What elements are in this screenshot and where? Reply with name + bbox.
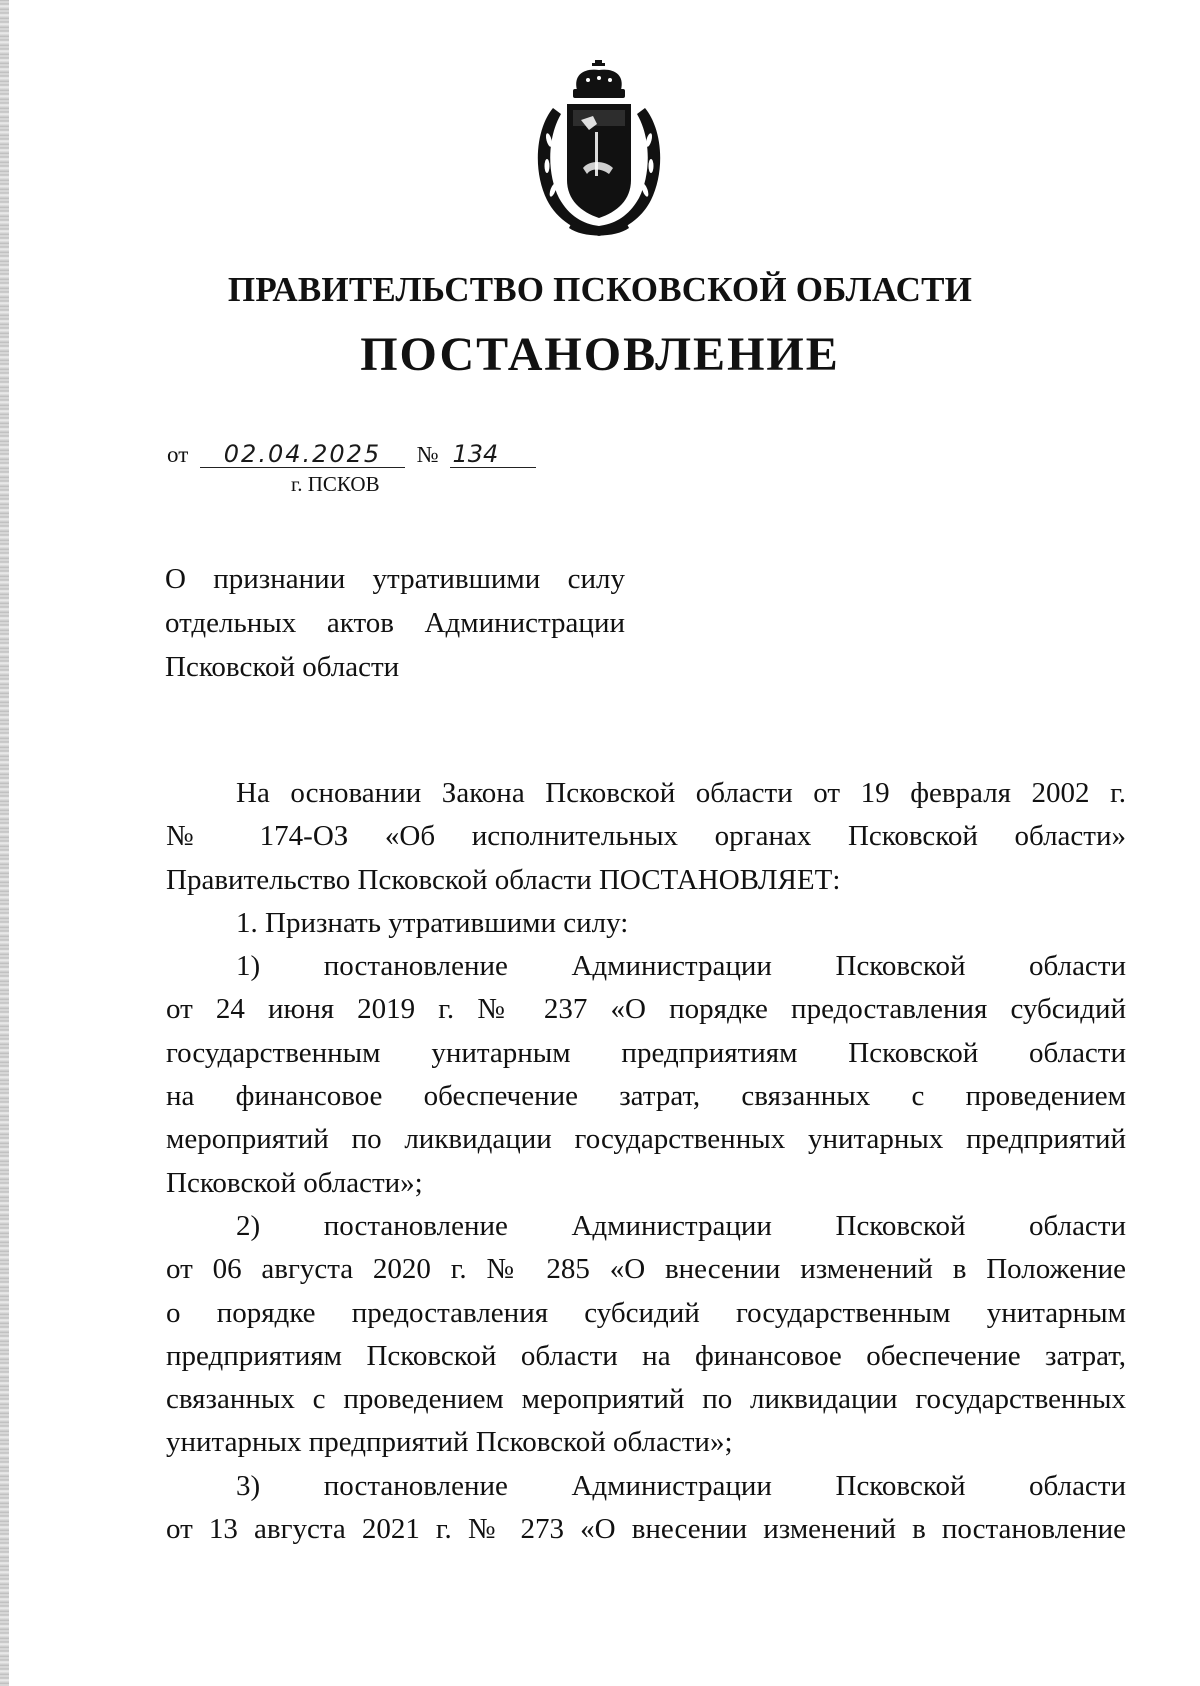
coat-of-arms-icon [533, 60, 665, 240]
body-line: 1. Признать утратившими силу: [236, 906, 629, 939]
body-line: 2) постановление Администрации Псковской области [236, 1209, 1126, 1242]
body-line: от 13 августа 2021 г. № 273 «О внесении изменений в постановление [166, 1513, 1126, 1546]
body-line: государственным унитарным предприятиям Псковской области [166, 1036, 1126, 1069]
document-date: 02.04.2025 [200, 441, 405, 468]
subject-line: Псковской области [165, 651, 400, 683]
body-line: мероприятий по ликвидации государственных унитарных предприятий [166, 1123, 1126, 1156]
body-line: Правительство Псковской области ПОСТАНОВЛЯЕТ: [166, 863, 841, 896]
number-prefix: № [416, 442, 439, 467]
subject-line: О признании утратившими силу [165, 563, 625, 595]
government-title: ПРАВИТЕЛЬСТВО ПСКОВСКОЙ ОБЛАСТИ [227, 270, 973, 309]
body-line: 3) постановление Администрации Псковской области [236, 1469, 1126, 1502]
document-body [166, 772, 1126, 1551]
document-number: 134 [450, 441, 536, 468]
body-line: от 24 июня 2019 г. № 237 «О порядке предоставления субсидий [166, 993, 1126, 1026]
body-line: о порядке предоставления субсидий государственным унитарным [166, 1296, 1126, 1329]
body-line: Псковской области»; [166, 1166, 423, 1199]
date-prefix: от [167, 442, 189, 467]
body-line: унитарных предприятий Псковской области»; [166, 1426, 733, 1459]
body-line: на финансовое обеспечение затрат, связанных с проведением [166, 1080, 1126, 1113]
body-line: № 174-ОЗ «Об исполнительных органах Псковской области» [166, 820, 1126, 853]
body-line: связанных с проведением мероприятий по ликвидации государственных [166, 1383, 1126, 1416]
document-requisites [167, 441, 536, 471]
body-line: 1) постановление Администрации Псковской области [236, 950, 1126, 983]
body-line: от 06 августа 2020 г. № 285 «О внесении изменений в Положение [166, 1253, 1126, 1286]
document-subject [165, 557, 625, 689]
scan-edge [0, 0, 9, 1686]
document-type-title: ПОСТАНОВЛЕНИЕ [360, 328, 840, 381]
body-line: На основании Закона Псковской области от 19 февраля 2002 г. [236, 777, 1126, 809]
subject-line: отдельных актов Администрации [165, 607, 625, 639]
document-city: г. ПСКОВ [291, 472, 380, 496]
body-line: предприятиям Псковской области на финансовое обеспечение затрат, [166, 1339, 1126, 1372]
